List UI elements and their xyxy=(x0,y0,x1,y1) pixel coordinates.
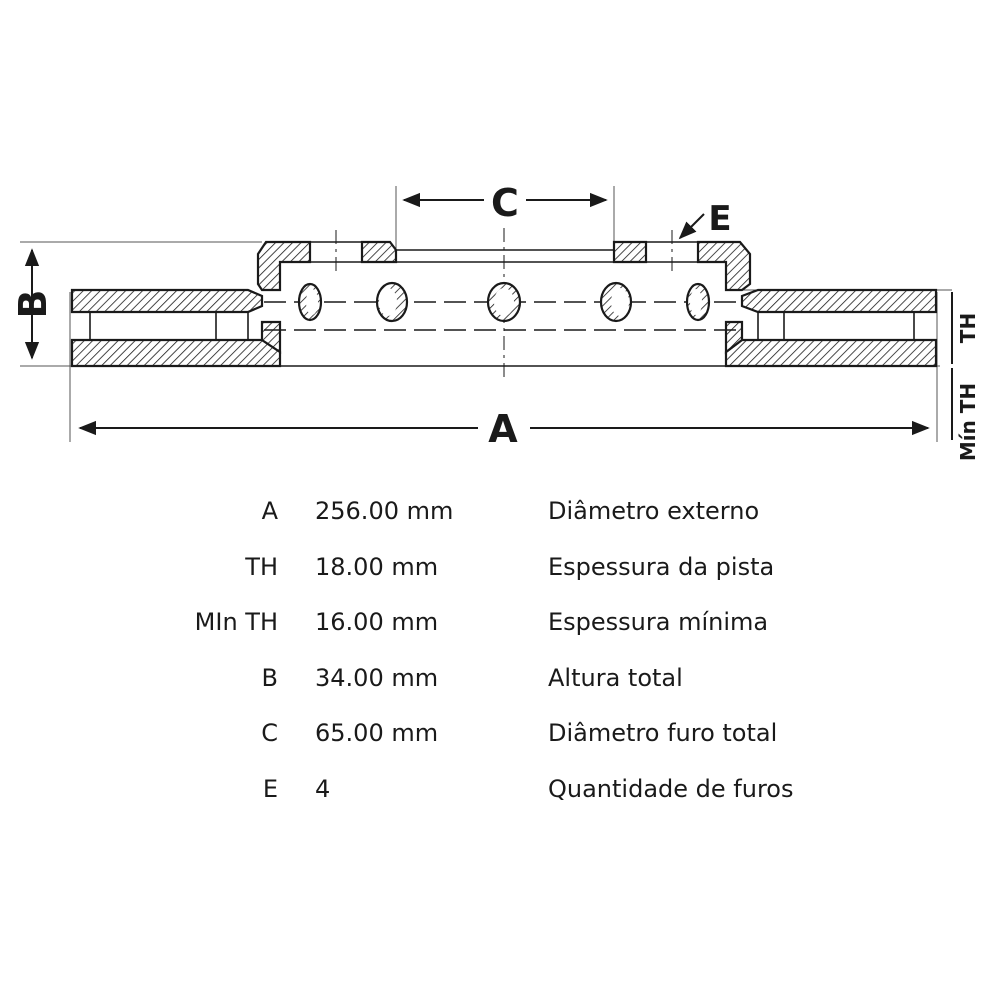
label-th: TH xyxy=(956,312,980,344)
spec-code: MIn TH xyxy=(194,608,278,637)
spec-value: 256.00 mm xyxy=(315,497,454,525)
spec-value: 34.00 mm xyxy=(315,663,439,692)
spec-row xyxy=(0,484,1000,540)
spec-row xyxy=(0,651,1000,707)
spec-value: 16.00 mm xyxy=(315,608,439,637)
right-lower-ring xyxy=(726,340,936,366)
label-b: B xyxy=(11,289,55,319)
spec-code: TH xyxy=(245,552,278,581)
dim-e-leader xyxy=(680,214,704,238)
brake-disc-cross-section-diagram xyxy=(0,0,1000,470)
right-upper-ring xyxy=(742,290,936,312)
label-min-th: Mín TH xyxy=(956,382,980,462)
left-lower-ring xyxy=(72,340,280,366)
spec-value: 4 xyxy=(315,774,331,803)
spec-code: B xyxy=(261,663,278,692)
spec-row xyxy=(0,540,1000,596)
spec-code: E xyxy=(262,774,278,803)
spec-value: 18.00 mm xyxy=(315,552,439,581)
left-hub-top xyxy=(362,242,396,262)
specifications-table xyxy=(0,484,1000,818)
spec-description: Altura total xyxy=(548,663,683,692)
extension-lines xyxy=(20,186,952,442)
spec-row xyxy=(0,762,1000,818)
right-hat-flange xyxy=(698,242,750,290)
label-a: A xyxy=(488,407,518,451)
right-hub-top xyxy=(614,242,646,262)
spec-description: Espessura mínima xyxy=(548,608,769,637)
label-e: E xyxy=(708,199,732,239)
label-c: C xyxy=(491,181,519,225)
dimension-lines xyxy=(32,200,952,440)
spec-description: Diâmetro externo xyxy=(548,497,760,525)
spec-row xyxy=(0,706,1000,762)
spec-row xyxy=(0,595,1000,651)
left-upper-ring xyxy=(72,290,262,312)
spec-description: Espessura da pista xyxy=(548,552,775,581)
left-hat-flange xyxy=(258,242,310,290)
spec-code: C xyxy=(261,719,278,748)
spec-description: Quantidade de furos xyxy=(548,774,794,803)
spec-description: Diâmetro furo total xyxy=(548,719,778,748)
spec-code: A xyxy=(261,497,278,525)
spec-value: 65.00 mm xyxy=(315,719,439,748)
